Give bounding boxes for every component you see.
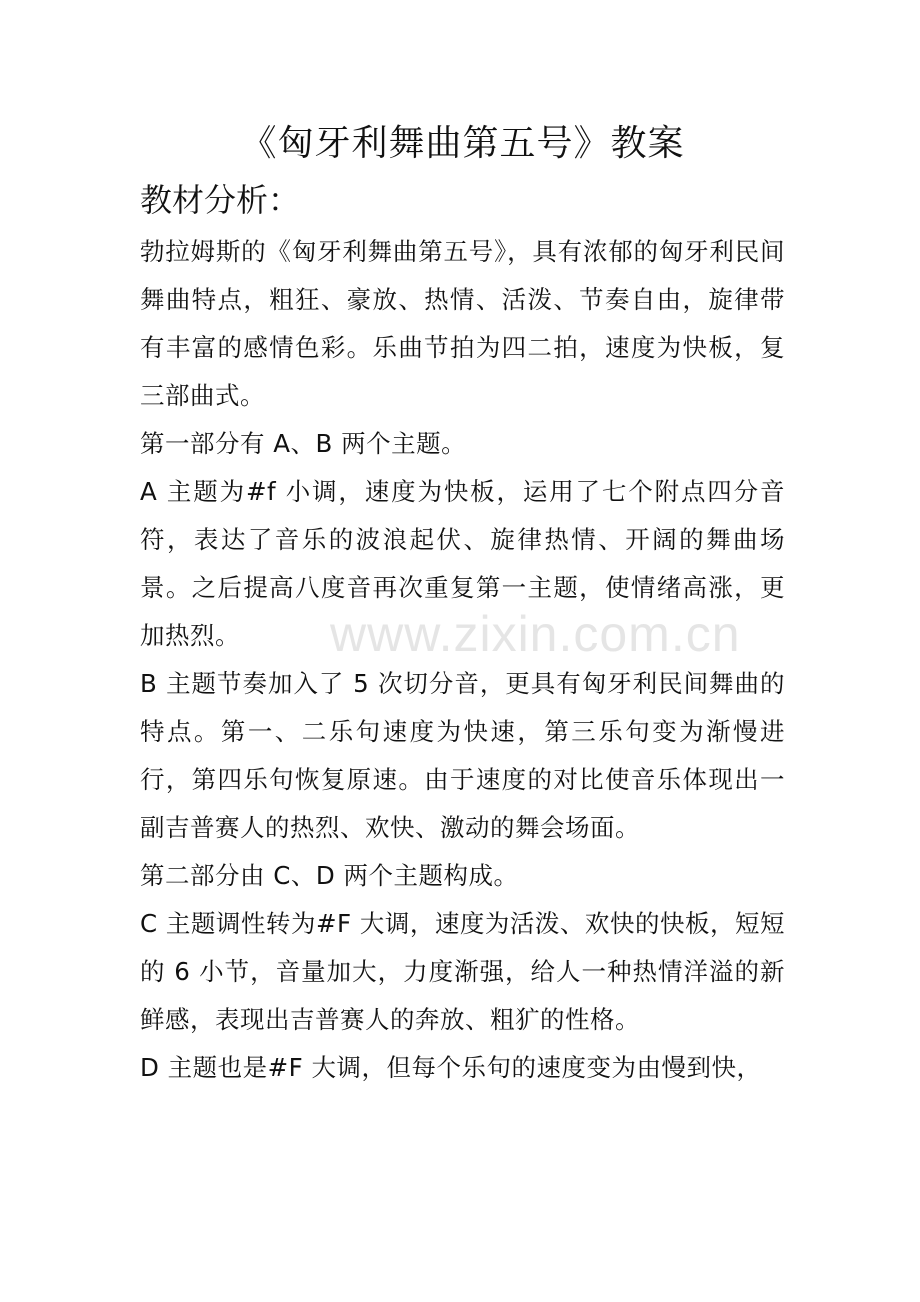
section-heading: 教材分析： bbox=[140, 181, 301, 219]
paragraph-theme-c: C 主题调性转为#F 大调，速度为活泼、欢快的快板，短短的 6 小节，音量加大，力度渐强，给人一种热情洋溢的新鲜感，表现出吉普赛人的奔放、粗犷的性格。 bbox=[140, 909, 785, 1034]
watermark: www.zixin.com.cn bbox=[330, 606, 741, 662]
paragraph-theme-b: B 主题节奏加入了 5 次切分音，更具有匈牙利民间舞曲的特点。第一、二乐句速度为快速，第三乐句变为渐慢进行，第四乐句恢复原速。由于速度的对比使音乐体现出一副吉普赛人的热烈、欢快、激动的舞会场面。 bbox=[140, 669, 785, 842]
paragraph-part-one: 第一部分有 A、B 两个主题。 bbox=[140, 429, 467, 458]
document-title: 《匈牙利舞曲第五号》教案 bbox=[240, 123, 685, 164]
paragraph-intro: 勃拉姆斯的《匈牙利舞曲第五号》，具有浓郁的匈牙利民间舞曲特点，粗狂、豪放、热情、活泼、节奏自由，旋律带有丰富的感情色彩。乐曲节拍为四二拍，速度为快板，复三部曲式。 bbox=[140, 237, 785, 410]
document-page bbox=[140, 118, 785, 1092]
paragraph-theme-a: A 主题为#f 小调，速度为快板，运用了七个附点四分音符，表达了音乐的波浪起伏、旋律热情、开阔的舞曲场景。之后提高八度音再次重复第一主题，使情绪高涨，更加热烈。 bbox=[140, 477, 785, 650]
paragraph-theme-d: D 主题也是#F 大调，但每个乐句的速度变为由慢到快， bbox=[140, 1053, 762, 1082]
paragraph-part-two: 第二部分由 C、D 两个主题构成。 bbox=[140, 861, 519, 890]
